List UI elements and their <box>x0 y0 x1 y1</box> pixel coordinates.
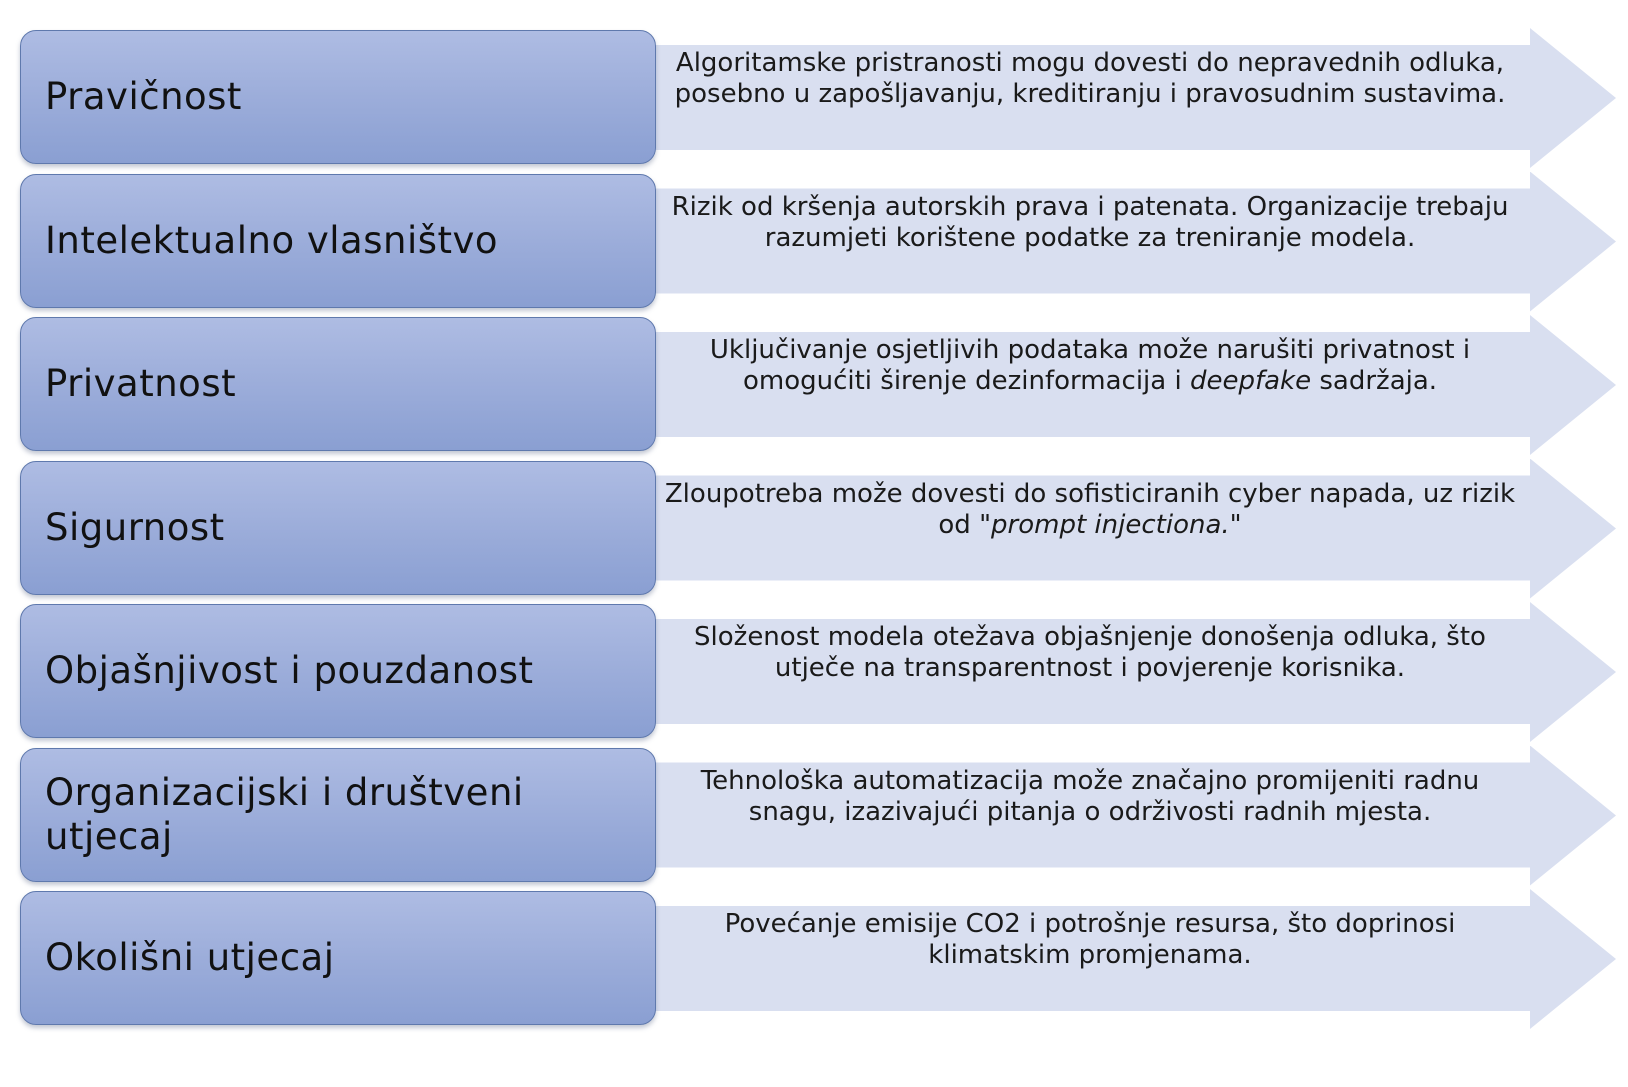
description-segment: Tehnološka automatizacija može značajno promijeniti radnu snagu, izazivajući pitanja o održivosti radnih mjesta. <box>700 765 1480 827</box>
category-box <box>20 30 656 164</box>
category-label: Organizacijski i društveni utjecaj <box>45 770 524 858</box>
diagram-row <box>0 28 1628 168</box>
category-label: Sigurnost <box>45 505 225 549</box>
description-text <box>660 909 1520 971</box>
description-text <box>660 48 1520 110</box>
description-text <box>660 335 1520 397</box>
description-segment: Povećanje emisije CO2 i potrošnje resursa, što doprinosi klimatskim promjenama. <box>724 909 1456 970</box>
category-box <box>20 748 656 882</box>
description-segment: Rizik od kršenja autorskih prava i patenata. Organizacije trebaju razumjeti korištene podatke za treniranje modela. <box>671 191 1509 253</box>
description-text <box>660 479 1520 541</box>
diagram-row <box>0 746 1628 886</box>
category-box <box>20 604 656 738</box>
description-emphasis: deepfake <box>1189 366 1312 396</box>
description-segment: Zloupotreba može dovesti do sofisticiranih cyber napada, uz rizik od <box>664 478 1516 540</box>
category-box <box>20 461 656 595</box>
category-label: Pravičnost <box>45 75 242 118</box>
diagram-row <box>0 172 1628 312</box>
description-segment: sadržaja. <box>1311 366 1438 396</box>
category-label: Privatnost <box>45 362 237 405</box>
diagram-row <box>0 315 1628 455</box>
diagram-row <box>0 459 1628 599</box>
description-segment: Složenost modela otežava objašnjenje donošenja odluka, što utječe na transparentnost i povjerenje korisnika. <box>694 622 1486 683</box>
description-text <box>660 622 1520 684</box>
category-label: Okolišni utjecaj <box>45 936 335 979</box>
description-segment: Algoritamske pristranosti mogu dovesti do nepravednih odluka, posebno u zapošljavanju, kreditiranju i pravosudnim sustavima. <box>674 48 1506 109</box>
description-text <box>660 192 1520 254</box>
category-box <box>20 891 656 1025</box>
description-segment: Uključivanje osjetljivih podataka može narušiti privatnost i omogućiti širenje dezinformacija i <box>709 335 1471 396</box>
description-emphasis: "prompt injectiona." <box>979 509 1242 540</box>
description-text <box>660 766 1520 828</box>
category-box <box>20 174 656 308</box>
category-label: Objašnjivost i pouzdanost <box>45 649 534 692</box>
diagram-row <box>0 602 1628 742</box>
category-box <box>20 317 656 451</box>
diagram-row <box>0 889 1628 1029</box>
category-label: Intelektualno vlasništvo <box>45 218 499 262</box>
